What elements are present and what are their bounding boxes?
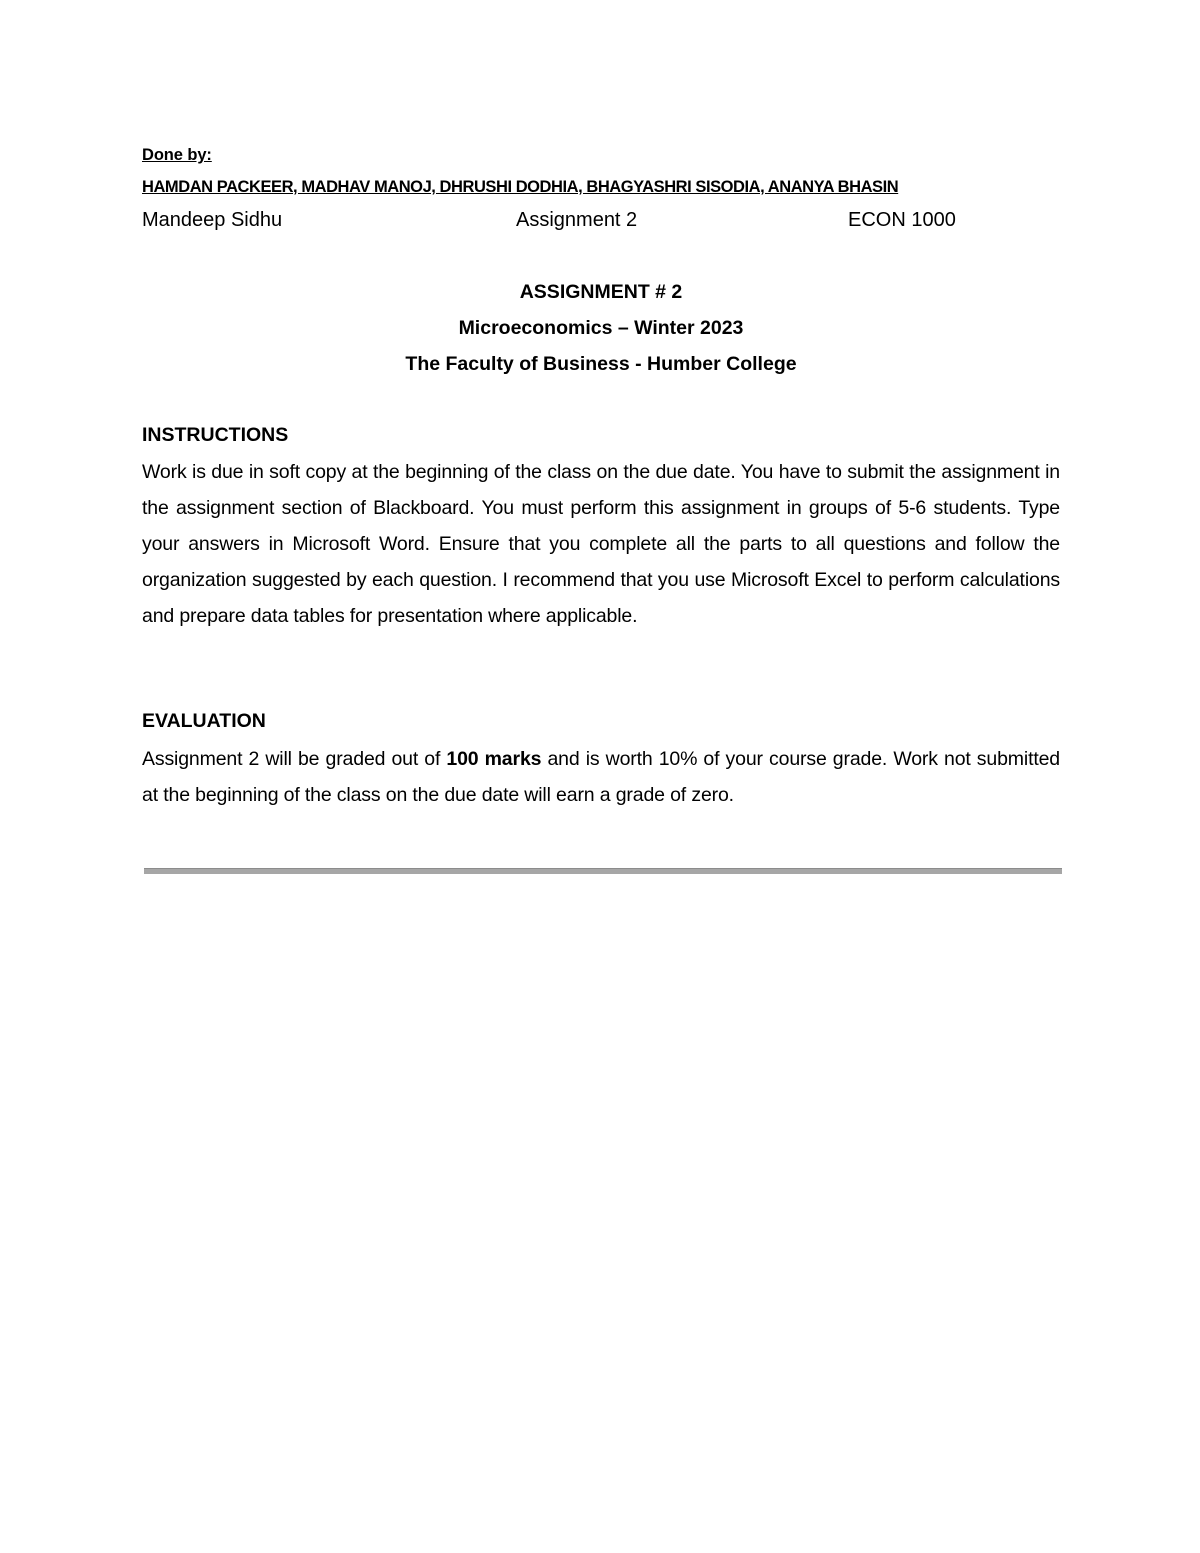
course-code: ECON 1000 [848,209,956,231]
evaluation-text-before: Assignment 2 will be graded out of [142,748,447,770]
evaluation-text-after: and is worth 10% of your course grade. Work not submitted at the beginning of the class on the due date will earn a grade of zero. [142,748,1060,806]
document-title: ASSIGNMENT # 2 [519,281,683,303]
horizontal-divider [144,868,1062,874]
faculty-subtitle: The Faculty of Business - Humber College [405,353,797,375]
author-list: HAMDAN PACKEER, MADHAV MANOJ, DHRUSHI DODHIA, BHAGYASHRI SISODIA, ANANYA BHASIN [142,178,899,196]
evaluation-heading: EVALUATION [142,710,266,732]
course-meta-row [142,209,1060,237]
instructions-heading: INSTRUCTIONS [142,424,289,446]
done-by-label: Done by: [142,146,212,164]
assignment-label: Assignment 2 [516,209,638,231]
evaluation-paragraph [142,741,1060,813]
evaluation-marks: 100 marks [446,748,542,770]
instructor-name: Mandeep Sidhu [142,209,283,231]
course-subtitle: Microeconomics – Winter 2023 [458,317,744,339]
instructions-paragraph: Work is due in soft copy at the beginning of the class on the due date. You have to submit the assignment in the assignment section of Blackboard. You must perform this assignment in groups of 5-6 students. Type your answers in Microsoft Word. Ensure that you complete all the parts to all questions and follow the organization suggested by each question. I recommend that you use Microsoft Excel to perform calculations and prepare data tables for presentation where applicable. [142,461,1060,627]
